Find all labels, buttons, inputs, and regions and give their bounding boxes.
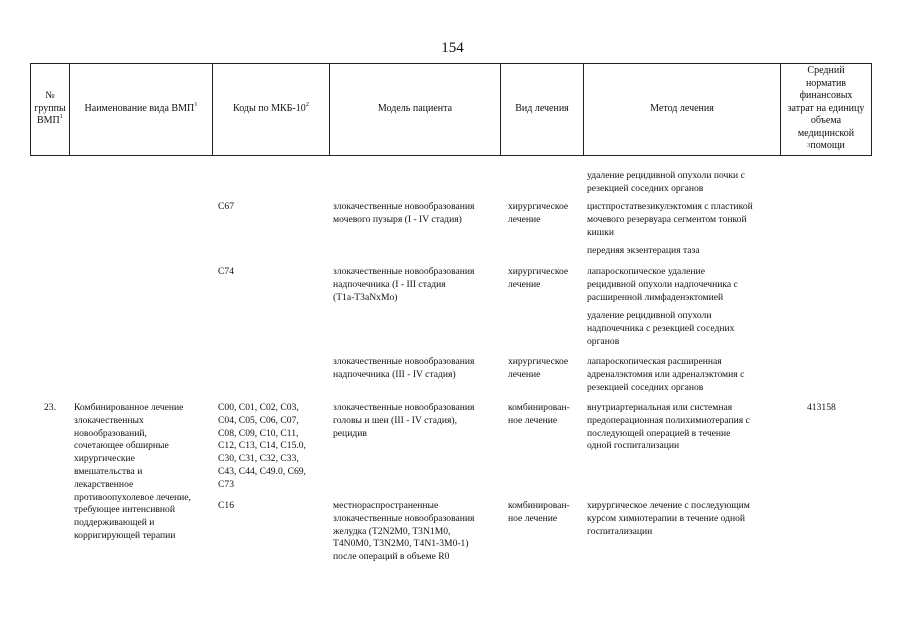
cell-line: C16 xyxy=(218,500,234,511)
header-text: помощи xyxy=(810,140,845,152)
cell-line: хирургическое xyxy=(508,201,569,212)
cell-line: Комбинированное лечение xyxy=(74,402,184,413)
cell-line: надпочечника (I - III стадия xyxy=(333,278,446,290)
patient-model-cell xyxy=(333,201,474,227)
vmp-name-cell xyxy=(74,402,191,543)
cell-line: рецидивной опухоли надпочечника с xyxy=(587,278,738,290)
cell-line: надпочечника (III - IV стадия) xyxy=(333,368,456,380)
header-group-number xyxy=(30,63,70,155)
treatment-type-cell xyxy=(508,402,570,428)
cell-line: лапароскопическая расширенная xyxy=(587,356,722,367)
cell-line: комбинирован- xyxy=(508,500,570,511)
header-text: Средний xyxy=(807,65,845,77)
cell-line: C08, C09, C10, C11, xyxy=(218,427,299,439)
cell-line: хирургическое xyxy=(508,266,569,277)
cell-line: T4N0M0, T3N2M0, T4N1-3M0-1) xyxy=(333,538,469,550)
footnote-marker: 1 xyxy=(194,100,198,108)
header-text: группы xyxy=(34,102,66,114)
footnote-marker: 3 xyxy=(807,142,811,150)
header-text: ВМП xyxy=(36,115,60,127)
cell-line: желудка (T2N2M0, T3N1M0, xyxy=(333,525,451,537)
header-text: финансовых xyxy=(799,90,853,102)
treatment-type-cell xyxy=(508,266,568,292)
cell-line: госпитализации xyxy=(587,525,653,537)
cell-line: мочевого пузыря (I - IV стадия) xyxy=(333,213,462,225)
header-treatment-type xyxy=(501,63,583,155)
cell-line: хирургическое xyxy=(508,356,569,367)
header-average-cost xyxy=(781,63,871,155)
cell-line: злокачественные новообразования xyxy=(333,356,475,367)
cell-line: кишки xyxy=(587,226,614,238)
header-text: объема xyxy=(810,115,842,127)
cell-line: ное лечение xyxy=(508,414,558,426)
cell-line: противоопухолевое лечение, xyxy=(74,491,191,503)
header-text: Наименование вида ВМП xyxy=(84,102,195,114)
cell-line: предоперационная полихимиотерапия с xyxy=(587,414,750,426)
cell-line: последующей операцией в течение xyxy=(587,427,731,439)
icd-code-cell xyxy=(218,266,234,279)
cell-line: сочетающее обширные xyxy=(74,440,169,452)
cell-line: хирургические xyxy=(74,453,135,465)
footnote-marker: 2 xyxy=(305,100,309,108)
cell-line: расширенной лимфаденэктомией xyxy=(587,291,724,303)
cell-line: надпочечника с резекцией соседних xyxy=(587,322,735,334)
cell-line: злокачественные новообразования xyxy=(333,201,475,212)
column-divider xyxy=(871,63,872,156)
cell-line: хирургическое лечение с последующим xyxy=(587,500,750,511)
patient-model-cell xyxy=(333,500,474,564)
cell-line: удаление рецидивной опухоли почки с xyxy=(587,170,745,181)
header-text: Метод лечения xyxy=(650,102,714,114)
cell-line: вмешательства и xyxy=(74,465,143,477)
cell-line: лечение xyxy=(508,213,541,225)
cell-line: головы и шеи (III - IV стадия), xyxy=(333,414,458,426)
cell-line: злокачественных xyxy=(74,414,144,426)
icd-code-cell xyxy=(218,402,306,492)
cell-line: C00, C01, C02, C03, xyxy=(218,402,299,413)
cell-line: адреналэктомия или адреналэктомия с xyxy=(587,368,745,380)
icd-code-cell xyxy=(218,500,234,513)
cell-line: 23. xyxy=(44,402,56,413)
treatment-type-cell xyxy=(508,201,568,227)
method-cell xyxy=(587,310,734,348)
cell-line: органов xyxy=(587,335,620,347)
cell-line: (T1a-T3aNxMo) xyxy=(333,291,398,303)
cell-line: злокачественные новообразования xyxy=(333,512,475,524)
header-treatment-method xyxy=(584,63,780,155)
icd-code-cell xyxy=(218,201,234,214)
patient-model-cell xyxy=(333,356,474,382)
header-text: Вид лечения xyxy=(515,102,569,114)
cell-line: требующее интенсивной xyxy=(74,504,175,516)
method-cell xyxy=(587,201,753,239)
cell-line: ное лечение xyxy=(508,512,558,524)
cell-line: C12, C13, C14, C15.0, xyxy=(218,440,306,452)
cell-line: лекарственное xyxy=(74,478,134,490)
treatment-type-cell xyxy=(508,356,568,382)
method-cell xyxy=(587,245,700,258)
cell-line: поддерживающей и xyxy=(74,517,155,529)
footnote-marker: 1 xyxy=(59,113,64,121)
cell-line: удаление рецидивной опухоли xyxy=(587,310,712,321)
cell-line: C30, C31, C32, C33, xyxy=(218,453,299,465)
cell-line: C73 xyxy=(218,478,234,490)
cell-line: одной госпитализации xyxy=(587,440,680,452)
header-icd-codes xyxy=(213,63,329,155)
cell-line: лечение xyxy=(508,368,541,380)
cell-line: цистпростатвезикулэктомия с пластикой xyxy=(587,201,753,212)
header-text: Коды по МКБ-10 xyxy=(233,102,306,114)
cell-line: комбинирован- xyxy=(508,402,570,413)
cell-line: злокачественные новообразования xyxy=(333,402,475,413)
patient-model-cell xyxy=(333,402,474,440)
header-text: затрат на единицу xyxy=(787,102,865,114)
cell-line: C74 xyxy=(218,266,234,277)
header-text: № xyxy=(45,90,55,102)
average-cost-cell xyxy=(807,402,836,415)
header-vmp-name xyxy=(70,63,212,155)
header-text: медицинской xyxy=(797,127,855,139)
cell-line: после операций в объеме R0 xyxy=(333,551,450,563)
cell-line: новообразований, xyxy=(74,427,147,439)
cell-line: внутриартериальная или системная xyxy=(587,402,733,413)
group-number-cell xyxy=(44,402,56,415)
cell-line: местнораспространенные xyxy=(333,500,439,511)
header-bottom-border xyxy=(30,155,872,156)
cell-line: злокачественные новообразования xyxy=(333,266,475,277)
header-patient-model xyxy=(330,63,500,155)
cell-line: резекцией соседних органов xyxy=(587,381,704,393)
cell-line: лечение xyxy=(508,278,541,290)
header-text: норматив xyxy=(805,77,847,89)
method-cell xyxy=(587,266,738,304)
cell-line: C04, C05, C06, C07, xyxy=(218,414,299,426)
cell-line: рецидив xyxy=(333,427,367,439)
method-cell xyxy=(587,356,744,394)
method-cell xyxy=(587,170,745,196)
cell-line: C67 xyxy=(218,201,234,212)
cell-line: передняя экзентерация таза xyxy=(587,245,700,256)
cell-line: мочевого резервуара сегментом тонкой xyxy=(587,213,747,225)
cell-line: C43, C44, C49.0, C69, xyxy=(218,465,306,477)
patient-model-cell xyxy=(333,266,474,304)
cell-line: лапароскопическое удаление xyxy=(587,266,705,277)
method-cell xyxy=(587,402,750,453)
method-cell xyxy=(587,500,750,538)
cell-line: резекцией соседних органов xyxy=(587,182,704,194)
header-text: Модель пациента xyxy=(377,102,453,114)
page-number: 154 xyxy=(441,40,464,56)
cell-line: корригирующей терапии xyxy=(74,529,176,541)
cell-line: курсом химиотерапии в течение одной xyxy=(587,512,746,524)
treatment-type-cell xyxy=(508,500,570,526)
cell-line: 413158 xyxy=(807,402,836,413)
